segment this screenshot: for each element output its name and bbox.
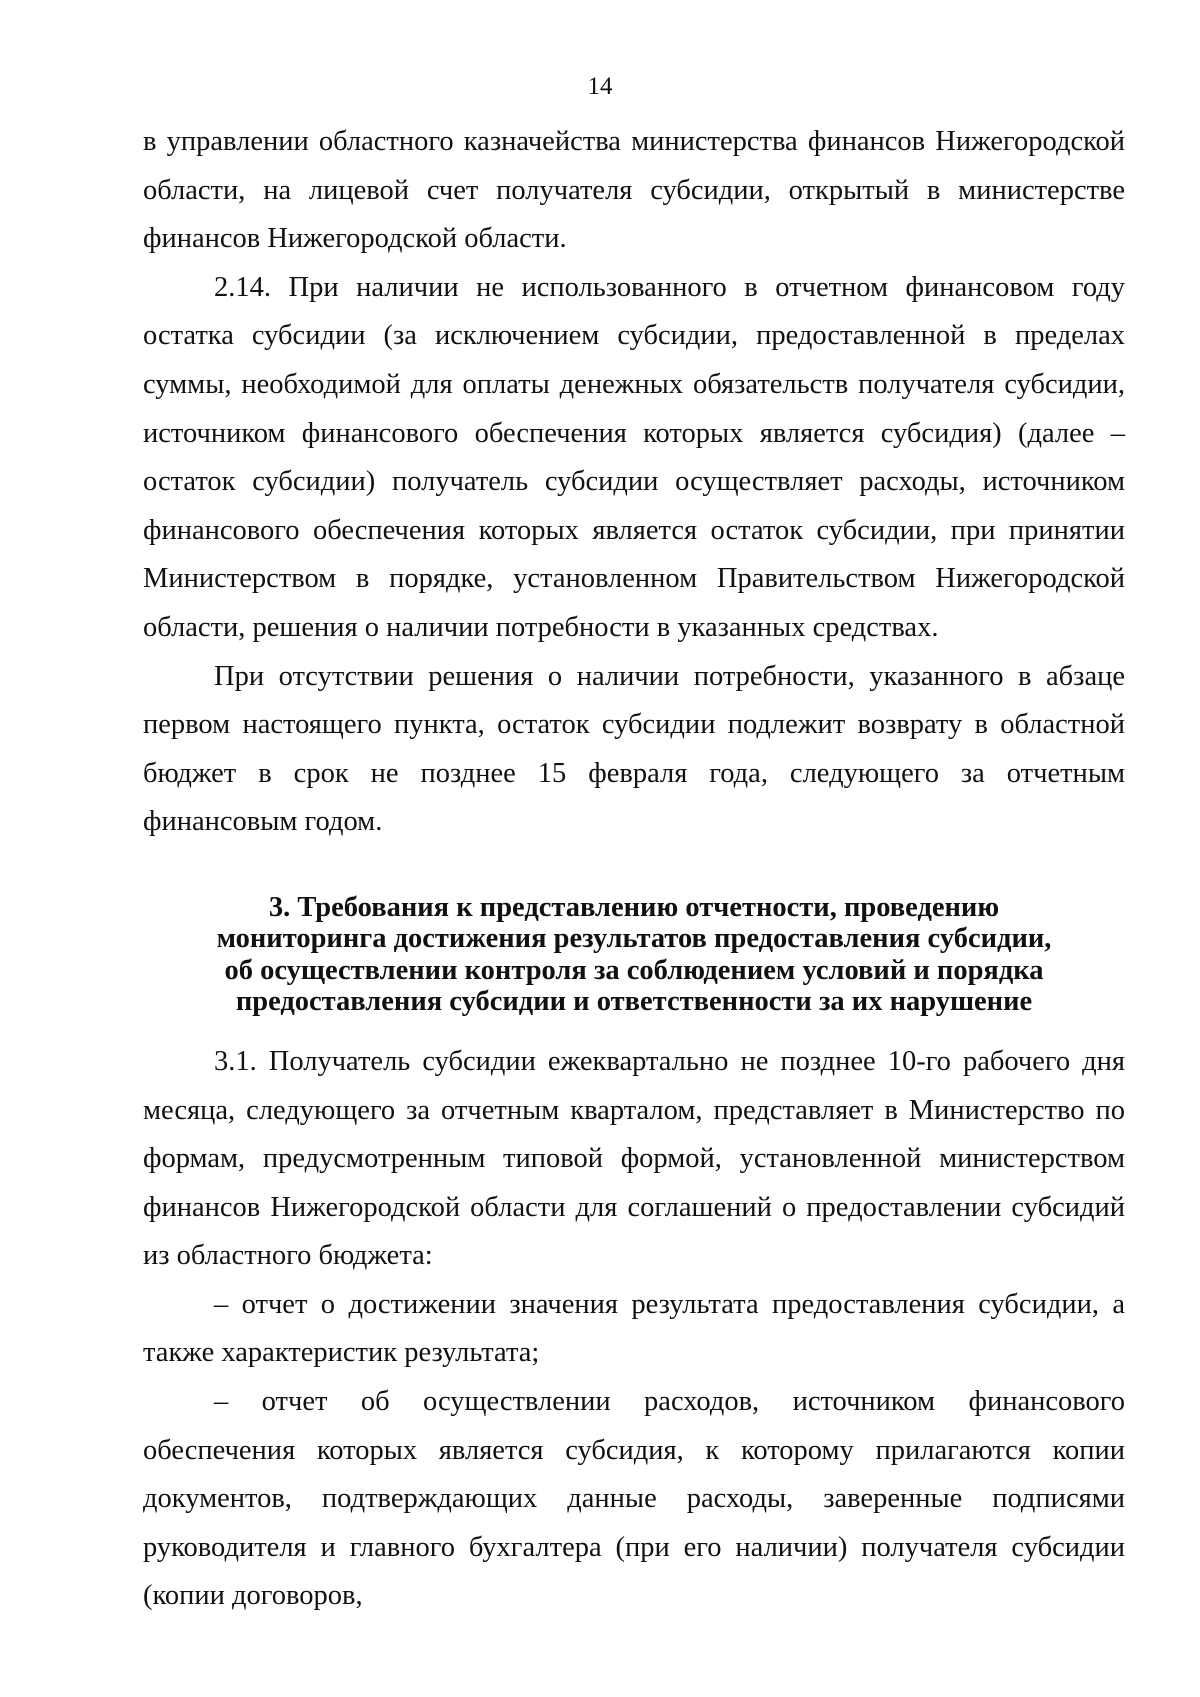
document-body (143, 118, 1125, 1621)
heading-line: мониторинга достижения результатов предоставления субсидии, (216, 923, 1052, 955)
paragraph-no-decision: При отсутствии решения о наличии потребности, указанного в абзаце первом настоящего пункта, остаток субсидии подлежит возврату в областной бюджет в срок не позднее 15 февраля года, следующего за отчетным финансовым годом. (143, 660, 1125, 838)
page-number: 14 (587, 73, 613, 100)
paragraph-2-14: 2.14. При наличии не использованного в отчетном финансовом году остатка субсидии (за исключением субсидии, предоставленной в пределах суммы, необходимой для оплаты денежных обязательств получателя субсидии, источником финансового обеспечения которых является субсидия) (далее – остаток субсидии) получатель субсидии осуществляет расходы, источником финансового обеспечения которых является остаток субсидии, при принятии Министерством в порядке, установленном Правительством Нижегородской области, решения о наличии потребности в указанных средствах. (143, 271, 1125, 643)
paragraph-continuation: в управлении областного казначейства министерства финансов Нижегородской области, на лицевой счет получателя субсидии, открытый в министерстве финансов Нижегородской области. (143, 126, 1125, 255)
heading-line: 3. Требования к представлению отчетности, проведению (268, 891, 1000, 923)
list-item-result-report: – отчет о достижении значения результата предоставления субсидии, а также характеристик результата; (143, 1288, 1125, 1369)
section-3-heading (143, 892, 1125, 1018)
paragraph-3-1: 3.1. Получатель субсидии ежеквартально не позднее 10-го рабочего дня месяца, следующего за отчетным кварталом, представляет в Министерство по формам, предусмотренным типовой формой, установленной министерством финансов Нижегородской области для соглашений о предоставлении субсидий из областного бюджета: (143, 1045, 1125, 1272)
heading-line: предоставления субсидии и ответственности за их нарушение (235, 986, 1033, 1018)
list-item-expense-report: – отчет об осуществлении расходов, источником финансового обеспечения которых является субсидия, к которому прилагаются копии документов, подтверждающих данные расходы, заверенные подписями руководителя и главного бухгалтера (при его наличии) получателя субсидии (копии договоров, (143, 1386, 1125, 1612)
heading-line: об осуществлении контроля за соблюдением условий и порядка (224, 954, 1044, 986)
